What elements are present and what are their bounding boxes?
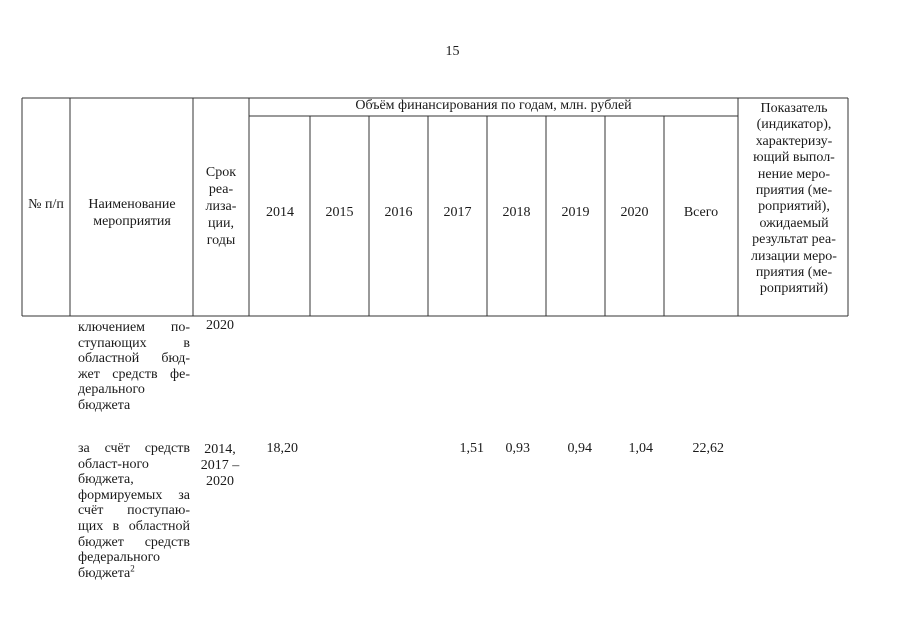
header-name: Наименование мероприятия [88, 197, 176, 229]
header-number: № п/п [28, 197, 64, 212]
row-2-value-2018: 0,93 [505, 441, 530, 456]
header-year-2020: 2020 [620, 205, 649, 220]
header-term: Срок реа-лиза-ции, годы [205, 165, 237, 248]
row-2-value-total: 22,62 [692, 441, 724, 456]
row-1-name: ключением по-ступающих в областной бюд-жет средств фе-дерального бюджета [78, 320, 190, 413]
header-year-2018: 2018 [502, 205, 531, 220]
header-year-2019: 2019 [561, 205, 590, 220]
header-total: Всего [683, 205, 719, 220]
row-2-value-2017: 1,51 [459, 441, 484, 456]
header-indicator: Показатель (индикатор), характеризу-ющий выпол-нение меро-приятия (ме-роприятий), ожидаемый результат реа-лизации меро-приятия (ме-роприятий) [751, 101, 837, 297]
header-year-2017: 2017 [443, 205, 472, 220]
header-year-2015: 2015 [325, 205, 354, 220]
row-2-name [78, 441, 190, 581]
header-year-2016: 2016 [384, 205, 413, 220]
row-2-name-text: за счёт средств област-ного бюджета, формируемых за счёт поступаю-щих в областной бюджет средств федерального бюджета [78, 441, 190, 581]
row-1-term: 2020 [206, 318, 234, 333]
page-number: 15 [445, 44, 460, 59]
row-2-value-2019: 0,94 [567, 441, 592, 456]
header-funding: Объём финансирования по годам, млн. рублей [355, 98, 632, 113]
row-2-value-2014: 18,20 [266, 441, 298, 456]
footnote-mark: 2 [130, 563, 135, 574]
row-2-value-2020: 1,04 [628, 441, 653, 456]
row-2-term: 2014, 2017 – 2020 [200, 442, 240, 489]
header-year-2014: 2014 [266, 205, 294, 220]
